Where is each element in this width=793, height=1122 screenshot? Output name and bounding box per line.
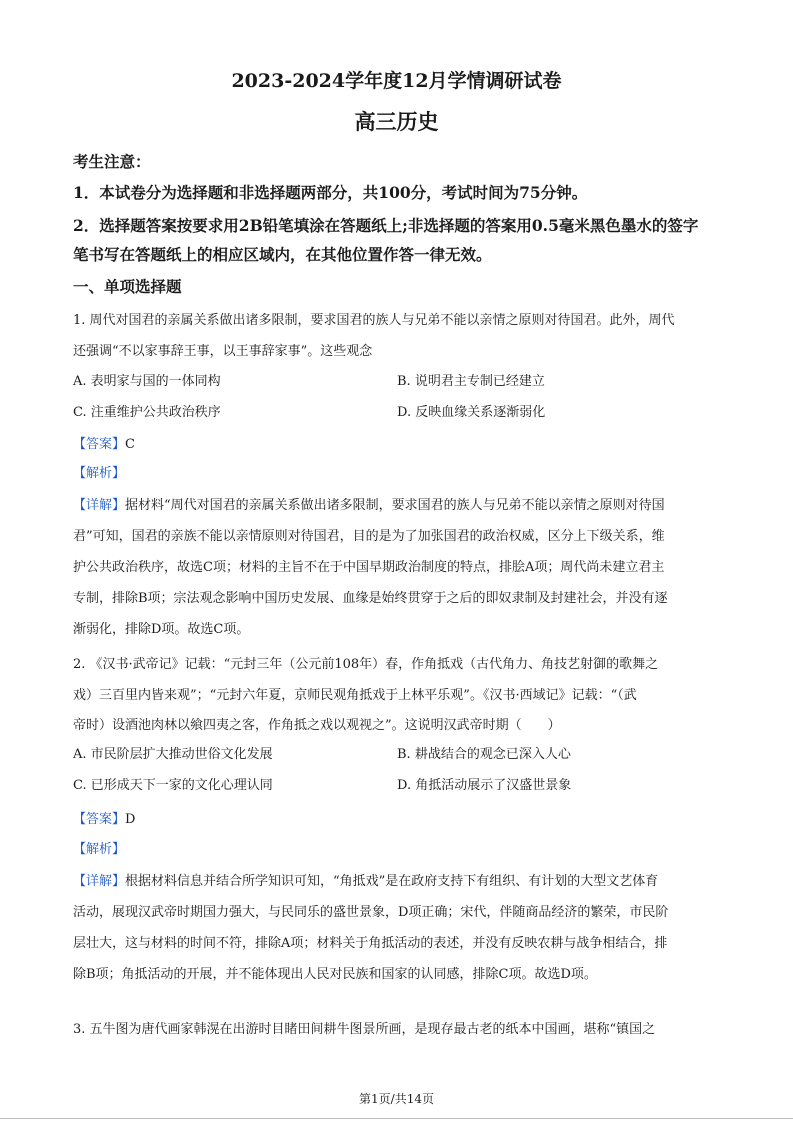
q1-detail-text1: 据材料“周代对国君的亲属关系做出诸多限制，要求国君的族人与兄弟不能以亲情之原则对待国 <box>125 498 665 513</box>
q1-answer-tag: 【答案】 <box>73 437 126 452</box>
notice-heading: 考生注意： <box>73 152 151 171</box>
section-heading: 一、单项选择题 <box>73 277 182 296</box>
q1-option-d: D. 反映血缘关系逐渐弱化 <box>397 405 546 420</box>
q2-answer-tag: 【答案】 <box>73 812 126 827</box>
footer-divider <box>0 1118 793 1119</box>
notice-item-2-line1: 2．选择题答案按要求用2B铅笔填涂在答题纸上;非选择题的答案用0.5毫米黑色墨水的签字 <box>73 216 699 235</box>
q2-stem-line3: 帝时）设酒池肉林以飨四夷之客，作角抵之戏以观视之”。这说明汉武帝时期（ ） <box>73 718 561 733</box>
q2-stem-line2: 戏）三百里内皆来观”；“元封六年夏，京师民观角抵戏于上林平乐观”。《汉书·西域记》记载：“（武 <box>73 688 637 703</box>
q1-option-b: B. 说明君主专制已经建立 <box>397 374 545 389</box>
q2-detail-line1 <box>73 870 658 889</box>
q2-option-d: D. 角抵活动展示了汉盛世景象 <box>397 778 572 793</box>
q1-stem-line1: 1. 周代对国君的亲属关系做出诸多限制，要求国君的族人与兄弟不能以亲情之原则对待国君。此外，周代 <box>73 313 675 328</box>
q1-option-c: C. 注重维护公共政治秩序 <box>73 405 221 420</box>
exam-subject: 高三历史 <box>354 109 439 134</box>
q2-detail-text1: 根据材料信息并结合所学知识可知，“角抵戏”是在政府支持下有组织、有计划的大型文艺体育 <box>125 874 659 889</box>
q1-option-a: A. 表明家与国的一体同构 <box>73 374 221 389</box>
q2-answer-row <box>73 808 135 827</box>
notice-item-2-line2: 笔书写在答题纸上的相应区域内，在其他位置作答一律无效。 <box>73 245 492 264</box>
q1-answer-row <box>73 433 135 452</box>
q2-option-a: A. 市民阶层扩大推动世俗文化发展 <box>73 747 273 762</box>
q2-detail-line4: 除B项；角抵活动的开展，并不能体现出人民对民族和国家的认同感，排除C项。故选D项。 <box>73 967 597 982</box>
q1-stem-line2: 还强调“不以家事辞王事，以王事辞家事”。这些观念 <box>73 344 373 359</box>
q1-answer: C <box>125 437 135 452</box>
exam-title: 2023-2024学年度12月学情调研试卷 <box>231 70 562 92</box>
q2-option-b: B. 耕战结合的观念已深入人心 <box>397 747 571 762</box>
q1-detail-line1 <box>73 494 665 513</box>
q2-answer: D <box>125 812 136 827</box>
q1-detail-tag: 【详解】 <box>73 498 126 513</box>
q2-detail-tag: 【详解】 <box>73 874 126 889</box>
q1-detail-line5: 渐弱化，排除D项。故选C项。 <box>73 622 250 637</box>
q2-option-c: C. 已形成天下一家的文化心理认同 <box>73 778 273 793</box>
q2-detail-line2: 活动，展现汉武帝时期国力强大，与民同乐的盛世景象，D项正确；宋代，伴随商品经济的繁荣，市民阶 <box>73 905 669 920</box>
page-number: 第1页/共14页 <box>359 1092 434 1106</box>
q2-detail-line3: 层壮大，这与材料的时间不符，排除A项；材料关于角抵活动的表述，并没有反映农耕与战争相结合，排 <box>73 936 668 951</box>
notice-item-1: 1．本试卷分为选择题和非选择题两部分，共100分，考试时间为75分钟。 <box>73 183 588 202</box>
q1-analysis-tag: 【解析】 <box>73 466 126 481</box>
q1-detail-line2: 君”可知，国君的亲族不能以亲情原则对待国君，目的是为了加张国君的政治权威，区分上下级关系，维 <box>73 529 665 544</box>
q2-stem-line1: 2. 《汉书·武帝记》记载：“元封三年（公元前108年）春，作角抵戏（古代角力、角技艺射御的歌舞之 <box>73 657 659 672</box>
q1-detail-line3: 护公共政治秩序，故选C项；材料的主旨不在于中国早期政治制度的特点，排脍A项；周代尚未建立君主 <box>73 560 665 575</box>
q3-stem-line1: 3. 五牛图为唐代画家韩滉在出游时目睹田间耕牛图景所画，是现存最古老的纸本中国画，堪称“镇国之 <box>73 1022 656 1037</box>
q1-detail-line4: 专制，排除B项；宗法观念影响中国历史发展、血缘是始终贯穿于之后的即奴隶制及封建社会，并没有逐 <box>73 591 668 606</box>
q2-analysis-tag: 【解析】 <box>73 842 126 857</box>
